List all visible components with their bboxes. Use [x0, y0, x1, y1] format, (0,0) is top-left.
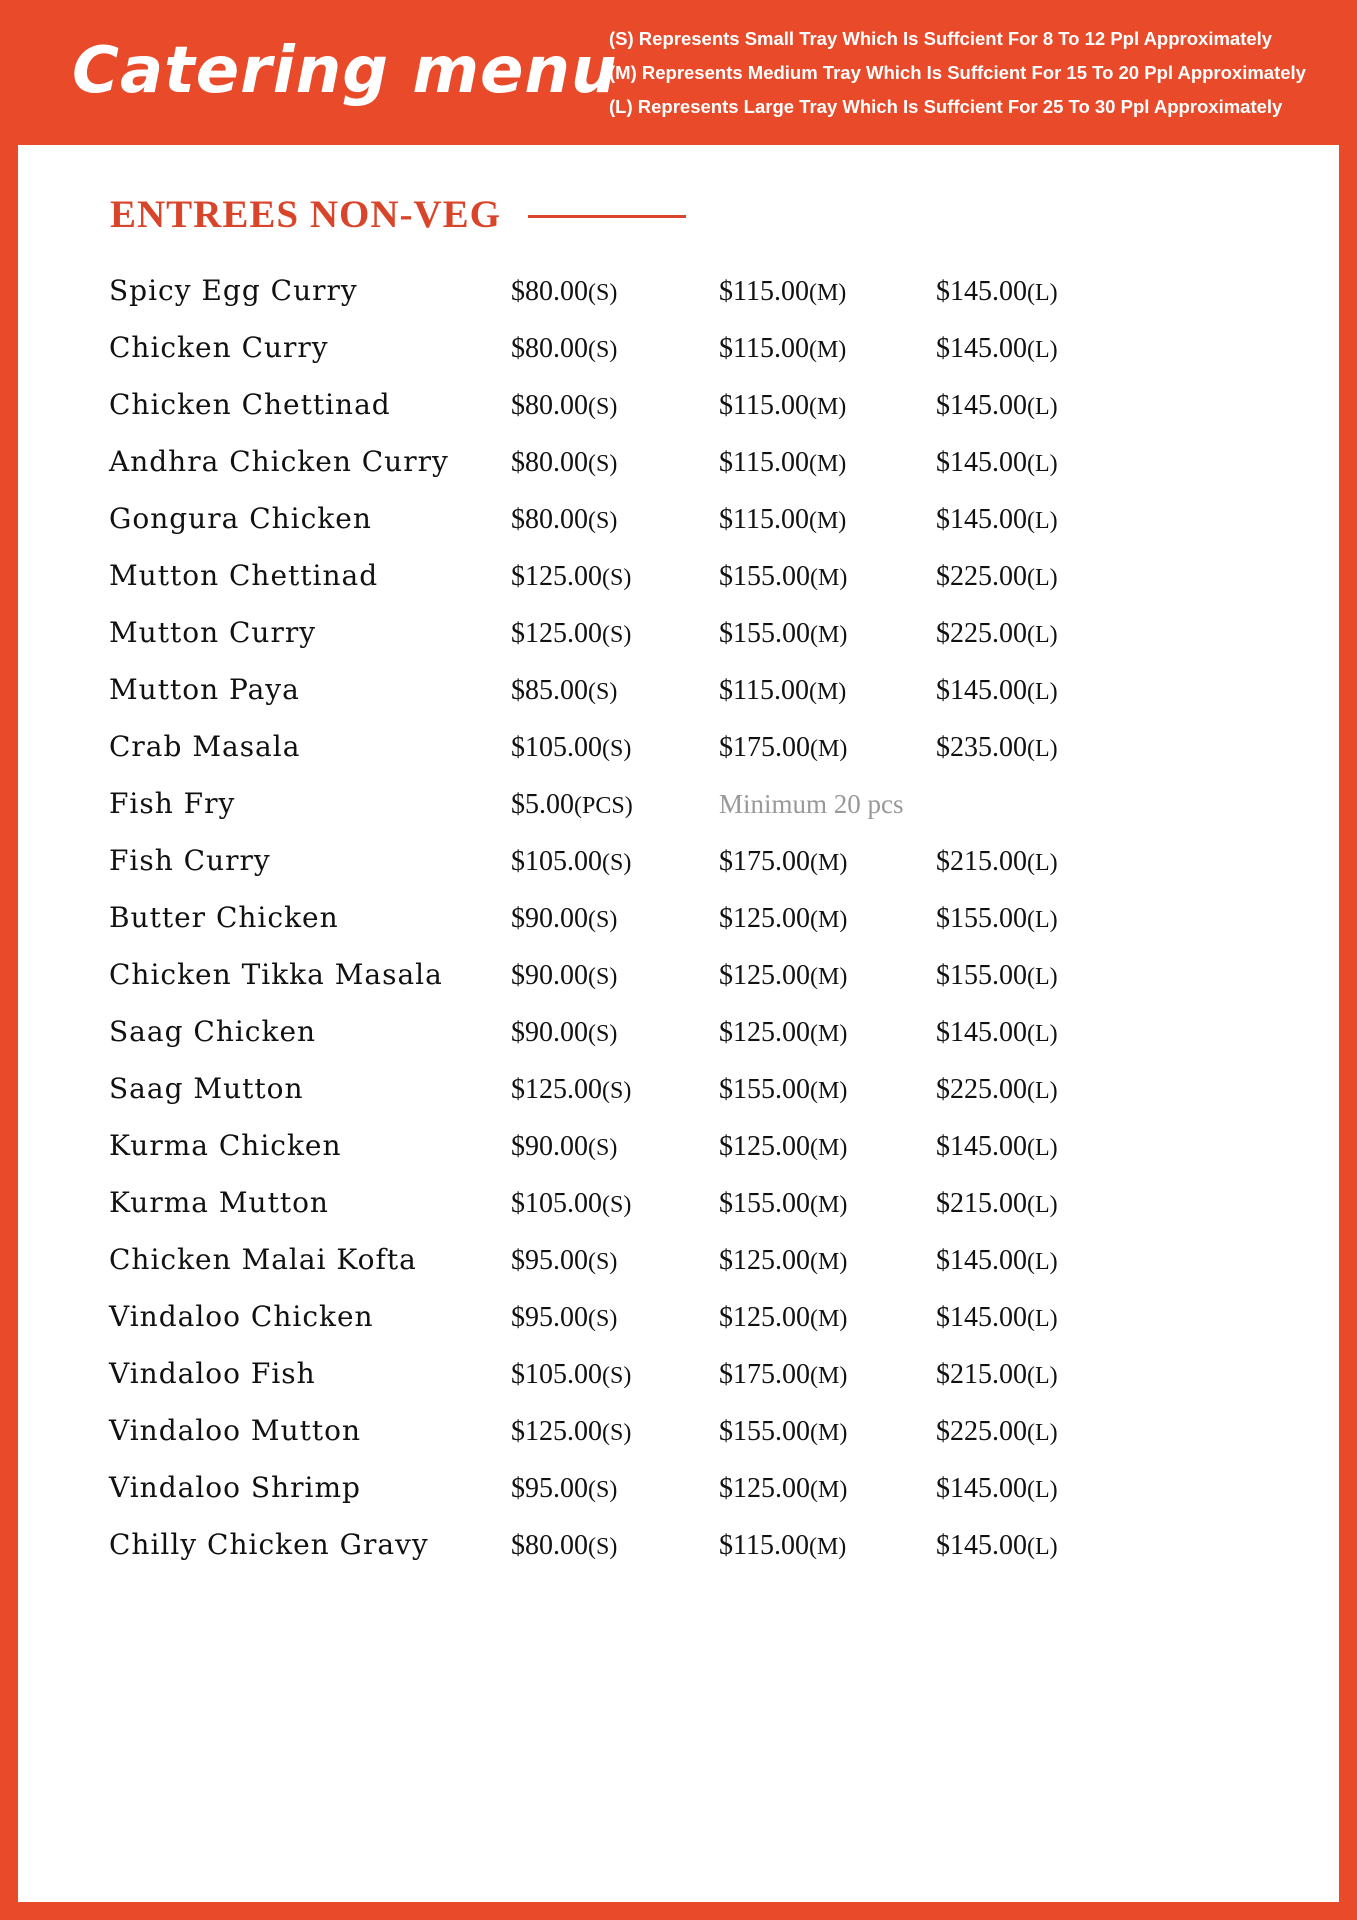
item-price: [511, 784, 633, 826]
price-amount: $105.00: [511, 1188, 602, 1219]
item-price: [936, 955, 1058, 997]
item-price: [719, 1183, 847, 1225]
item-name: Mutton Chettinad: [109, 559, 379, 592]
item-price: [511, 613, 631, 655]
item-price: [719, 841, 847, 883]
tray-size: (L): [1027, 1477, 1058, 1503]
item-name: Butter Chicken: [109, 901, 339, 934]
tray-size: (M): [810, 1477, 848, 1503]
tray-size: (S): [588, 394, 618, 420]
price-amount: $155.00: [719, 1074, 810, 1105]
price-amount: $225.00: [936, 618, 1027, 649]
item-price: [511, 1126, 617, 1168]
item-price: [936, 442, 1058, 484]
item-price: [719, 385, 846, 427]
price-amount: $80.00: [511, 390, 588, 421]
price-amount: $155.00: [719, 561, 810, 592]
item-price: [719, 955, 847, 997]
item-name: Gongura Chicken: [109, 502, 372, 535]
tray-size: (M): [810, 964, 848, 990]
menu-row: [109, 1183, 1209, 1240]
tray-size: (L): [1027, 1420, 1058, 1446]
item-price: [511, 556, 631, 598]
price-amount: $215.00: [936, 1359, 1027, 1390]
tray-size: (M): [810, 622, 848, 648]
section-title-rule: [528, 215, 686, 218]
item-price: [719, 1240, 847, 1282]
price-amount: $145.00: [936, 504, 1027, 535]
item-price: [936, 271, 1058, 313]
item-name: Crab Masala: [109, 730, 301, 763]
item-price: [936, 898, 1058, 940]
item-name: Chicken Chettinad: [109, 388, 391, 421]
item-price: [511, 499, 617, 541]
tray-size: (M): [810, 736, 848, 762]
price-amount: $145.00: [936, 675, 1027, 706]
tray-size: (S): [588, 337, 618, 363]
price-amount: $115.00: [719, 390, 809, 421]
price-amount: $225.00: [936, 561, 1027, 592]
item-price: [936, 556, 1058, 598]
item-name: Mutton Paya: [109, 673, 300, 706]
item-name: Fish Fry: [109, 787, 236, 820]
tray-size: (S): [588, 1306, 618, 1332]
tray-size: (L): [1027, 736, 1058, 762]
item-price: [936, 841, 1058, 883]
item-price: [719, 1525, 846, 1567]
section-title: ENTREES NON-VEG: [110, 193, 501, 236]
tray-size: (L): [1027, 964, 1058, 990]
tray-size: (L): [1027, 337, 1058, 363]
menu-row: [109, 784, 1209, 841]
tray-size: (S): [602, 1192, 632, 1218]
tray-size: (M): [808, 451, 847, 477]
item-price: [511, 1354, 631, 1396]
item-price: [936, 670, 1058, 712]
menu-row: [109, 1012, 1209, 1069]
tray-size: (M): [810, 565, 848, 591]
item-price: [719, 1411, 847, 1453]
price-amount: $95.00: [511, 1245, 588, 1276]
menu-row: [109, 1468, 1209, 1525]
tray-size: (M): [808, 679, 847, 705]
tray-size: (L): [1027, 280, 1058, 306]
tray-size: (L): [1027, 1249, 1058, 1275]
item-name: Kurma Chicken: [109, 1129, 342, 1162]
item-name: Chilly Chicken Gravy: [109, 1528, 429, 1561]
price-amount: $90.00: [511, 960, 588, 991]
price-amount: $125.00: [719, 903, 810, 934]
item-name: Vindaloo Chicken: [109, 1300, 374, 1333]
price-amount: $115.00: [719, 675, 809, 706]
price-amount: $215.00: [936, 846, 1027, 877]
price-amount: $125.00: [719, 1245, 810, 1276]
item-price: [719, 1297, 847, 1339]
tray-size: (M): [808, 508, 847, 534]
tray-size: (L): [1027, 1306, 1058, 1332]
tray-size: (M): [810, 907, 848, 933]
price-amount: $145.00: [936, 276, 1027, 307]
item-price: [719, 1126, 847, 1168]
price-amount: $125.00: [719, 960, 810, 991]
price-amount: $105.00: [511, 732, 602, 763]
tray-size: (L): [1027, 907, 1058, 933]
tray-size: (M): [810, 1135, 848, 1161]
item-price: [719, 271, 846, 313]
item-price: [511, 1183, 631, 1225]
item-name: Andhra Chicken Curry: [109, 445, 449, 478]
item-price: [719, 442, 846, 484]
price-amount: $215.00: [936, 1188, 1027, 1219]
price-amount: $125.00: [511, 1074, 602, 1105]
price-amount: $145.00: [936, 447, 1027, 478]
item-name: Spicy Egg Curry: [109, 274, 358, 307]
item-price: [719, 898, 847, 940]
tray-size: (S): [602, 1078, 632, 1104]
item-name: Vindaloo Shrimp: [109, 1471, 361, 1504]
price-amount: $145.00: [936, 1473, 1027, 1504]
price-amount: $115.00: [719, 333, 809, 364]
item-price: [719, 727, 847, 769]
price-amount: $90.00: [511, 1131, 588, 1162]
item-price: [719, 613, 847, 655]
tray-size: (S): [588, 451, 618, 477]
item-price: [936, 1126, 1058, 1168]
tray-size: (L): [1027, 850, 1058, 876]
price-amount: $125.00: [719, 1131, 810, 1162]
price-amount: $175.00: [719, 1359, 810, 1390]
item-price: [936, 1183, 1058, 1225]
tray-size: (M): [810, 850, 848, 876]
price-amount: $155.00: [719, 618, 810, 649]
menu-row: [109, 1525, 1209, 1582]
price-amount: $225.00: [936, 1416, 1027, 1447]
tray-size: (L): [1027, 565, 1058, 591]
price-amount: $225.00: [936, 1074, 1027, 1105]
item-price: [511, 670, 617, 712]
tray-size: (M): [810, 1363, 848, 1389]
price-amount: $145.00: [936, 390, 1027, 421]
item-price: [936, 1411, 1058, 1453]
tray-size: (L): [1027, 1135, 1058, 1161]
item-price: [511, 1240, 617, 1282]
item-price: [511, 898, 617, 940]
menu-row: [109, 1069, 1209, 1126]
item-price: [936, 613, 1058, 655]
item-price: [936, 385, 1058, 427]
price-amount: $125.00: [511, 1416, 602, 1447]
item-price: [511, 271, 617, 313]
item-price: [511, 841, 631, 883]
tray-size: (L): [1027, 679, 1058, 705]
tray-size: (S): [588, 508, 618, 534]
item-price: [719, 556, 847, 598]
item-price: [511, 955, 617, 997]
item-price: [511, 1012, 617, 1054]
item-price: [936, 727, 1058, 769]
item-price: [719, 1468, 847, 1510]
menu-row: [109, 385, 1209, 442]
tray-size: (S): [602, 850, 632, 876]
tray-size: (L): [1027, 451, 1058, 477]
legend-small: (S) Represents Small Tray Which Is Suffcient For 8 To 12 Ppl Approximately: [609, 28, 1273, 49]
tray-size: (L): [1027, 1534, 1058, 1560]
item-name: Saag Mutton: [109, 1072, 304, 1105]
tray-size: (S): [588, 280, 618, 306]
item-price: [936, 499, 1058, 541]
price-amount: $155.00: [719, 1416, 810, 1447]
tray-size: (M): [810, 1306, 848, 1332]
menu-row: [109, 1240, 1209, 1297]
price-amount: $80.00: [511, 1530, 588, 1561]
price-amount: $145.00: [936, 1017, 1027, 1048]
price-amount: $95.00: [511, 1473, 588, 1504]
item-price: [936, 1012, 1058, 1054]
item-price: [936, 1297, 1058, 1339]
tray-size: (S): [588, 1534, 618, 1560]
price-amount: $80.00: [511, 504, 588, 535]
tray-size: (S): [602, 1420, 632, 1446]
item-price: [936, 1354, 1058, 1396]
item-price: [511, 727, 631, 769]
price-amount: $80.00: [511, 333, 588, 364]
menu-row: [109, 841, 1209, 898]
price-amount: $85.00: [511, 675, 588, 706]
item-price: [936, 1525, 1058, 1567]
tray-size: (M): [810, 1192, 848, 1218]
price-amount: $115.00: [719, 504, 809, 535]
item-name: Chicken Curry: [109, 331, 329, 364]
price-amount: $145.00: [936, 1530, 1027, 1561]
item-name: Chicken Tikka Masala: [109, 958, 443, 991]
tray-size: (L): [1027, 1078, 1058, 1104]
tray-size: (M): [808, 280, 847, 306]
tray-size: (S): [588, 1135, 618, 1161]
header-banner: [0, 0, 1357, 145]
item-price: [719, 1354, 847, 1396]
tray-size-legend: [609, 26, 1306, 128]
item-note: Minimum 20 pcs: [719, 789, 904, 819]
item-name: Chicken Malai Kofta: [109, 1243, 417, 1276]
tray-size: (S): [602, 1363, 632, 1389]
price-amount: $125.00: [719, 1302, 810, 1333]
menu-row: [109, 670, 1209, 727]
price-amount: $155.00: [936, 960, 1027, 991]
price-amount: $145.00: [936, 1245, 1027, 1276]
menu-row: [109, 1411, 1209, 1468]
item-name: Mutton Curry: [109, 616, 317, 649]
menu-row: [109, 556, 1209, 613]
item-price: [936, 328, 1058, 370]
price-amount: $145.00: [936, 1131, 1027, 1162]
item-price: [936, 1240, 1058, 1282]
price-amount: $125.00: [511, 618, 602, 649]
price-amount: $115.00: [719, 1530, 809, 1561]
item-price: [511, 385, 617, 427]
item-price: [511, 1411, 631, 1453]
tray-size: (L): [1027, 394, 1058, 420]
item-price: [719, 1069, 847, 1111]
menu-row: [109, 898, 1209, 955]
tray-size: (S): [602, 736, 632, 762]
menu-row: [109, 613, 1209, 670]
price-amount: $115.00: [719, 447, 809, 478]
price-amount: $125.00: [719, 1017, 810, 1048]
item-price: [936, 1468, 1058, 1510]
price-amount: $80.00: [511, 447, 588, 478]
menu-row: [109, 328, 1209, 385]
tray-size: (S): [588, 1021, 618, 1047]
item-price: [511, 1468, 617, 1510]
menu-row: [109, 499, 1209, 556]
tray-size: (M): [808, 337, 847, 363]
price-amount: $105.00: [511, 1359, 602, 1390]
item-price: [511, 328, 617, 370]
price-amount: $125.00: [719, 1473, 810, 1504]
tray-size: (M): [810, 1021, 848, 1047]
tray-size: (M): [810, 1249, 848, 1275]
item-price: [719, 670, 846, 712]
item-name: Kurma Mutton: [109, 1186, 329, 1219]
item-name: Fish Curry: [109, 844, 271, 877]
price-amount: $80.00: [511, 276, 588, 307]
menu-row: [109, 727, 1209, 784]
price-amount: $175.00: [719, 846, 810, 877]
item-name: Saag Chicken: [109, 1015, 317, 1048]
item-price: [719, 499, 846, 541]
item-name: Vindaloo Fish: [109, 1357, 316, 1390]
legend-medium: (M) Represents Medium Tray Which Is Suffcient For 15 To 20 Ppl Approximately: [609, 62, 1306, 83]
price-amount: $105.00: [511, 846, 602, 877]
tray-size: (S): [602, 622, 632, 648]
menu-row: [109, 271, 1209, 328]
menu-row: [109, 955, 1209, 1012]
tray-size: (S): [602, 565, 632, 591]
price-amount: $115.00: [719, 276, 809, 307]
item-price: [719, 1012, 847, 1054]
item-price: [511, 1297, 617, 1339]
menu-row: [109, 442, 1209, 499]
price-amount: $155.00: [936, 903, 1027, 934]
price-amount: $155.00: [719, 1188, 810, 1219]
item-price: [511, 442, 617, 484]
tray-size: (S): [588, 964, 618, 990]
tray-size: (PCS): [574, 793, 633, 819]
tray-size: (M): [808, 394, 847, 420]
menu-row: [109, 1354, 1209, 1411]
item-price: [511, 1069, 631, 1111]
menu-row: [109, 1297, 1209, 1354]
page-title: Catering menu: [72, 34, 618, 108]
tray-size: (S): [588, 907, 618, 933]
price-amount: $90.00: [511, 903, 588, 934]
item-price: [936, 1069, 1058, 1111]
menu-panel: [18, 145, 1339, 1902]
tray-size: (S): [588, 1477, 618, 1503]
price-amount: $90.00: [511, 1017, 588, 1048]
tray-size: (M): [810, 1078, 848, 1104]
tray-size: (S): [588, 679, 618, 705]
price-amount: $145.00: [936, 1302, 1027, 1333]
item-price: [511, 1525, 617, 1567]
tray-size: (L): [1027, 1192, 1058, 1218]
tray-size: (M): [810, 1420, 848, 1446]
tray-size: (L): [1027, 622, 1058, 648]
tray-size: (L): [1027, 1363, 1058, 1389]
menu-list: [109, 271, 1209, 1582]
price-amount: $175.00: [719, 732, 810, 763]
item-name: Vindaloo Mutton: [109, 1414, 362, 1447]
tray-size: (S): [588, 1249, 618, 1275]
item-price: [719, 328, 846, 370]
menu-row: [109, 1126, 1209, 1183]
price-amount: $95.00: [511, 1302, 588, 1333]
tray-size: (L): [1027, 508, 1058, 534]
price-amount: $235.00: [936, 732, 1027, 763]
tray-size: (L): [1027, 1021, 1058, 1047]
price-amount: $5.00: [511, 789, 574, 820]
tray-size: (M): [808, 1534, 847, 1560]
price-amount: $145.00: [936, 333, 1027, 364]
price-amount: $125.00: [511, 561, 602, 592]
legend-large: (L) Represents Large Tray Which Is Suffcient For 25 To 30 Ppl Approximately: [609, 96, 1283, 117]
